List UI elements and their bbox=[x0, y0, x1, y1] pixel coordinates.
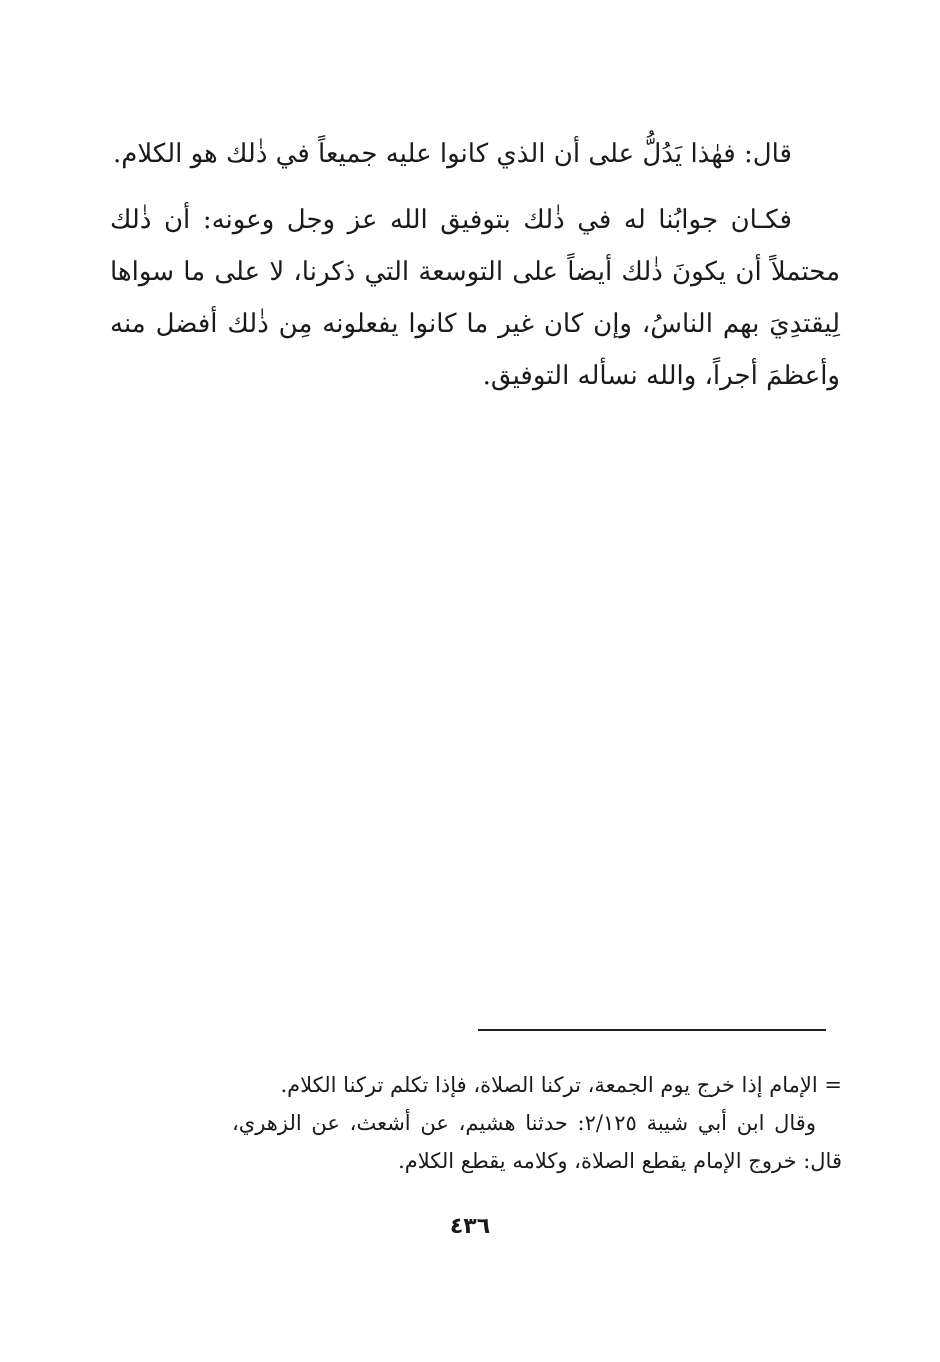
footnote-ibn-abi-shaybah: وقال ابن أبي شيبة ٢/١٢٥: حدثنا هشيم، عن أشعث، عن الزهري، قال: خروج الإمام يقطع الصلاة، وكلامه يقطع الكلام. bbox=[232, 1111, 842, 1173]
page-number: ٤٣٦ bbox=[449, 1214, 491, 1239]
footnote-continuation: = الإمام إذا خرج يوم الجمعة، تركنا الصلاة، فإذا تكلم تركنا الكلام. bbox=[280, 1073, 842, 1097]
paragraph-2: فكـان جوابُنا له في ذٰلك بتوفيق الله عز وجل وعونه: أن ذٰلك محتملاً أن يكونَ ذٰلك أيضاً على التوسعة التي ذكرنا، لا على ما سواها لِيقتدِيَ بهم الناسُ، وإن كان غير ما كانوا يفعلونه مِن ذٰلك أفضل منه وأعظمَ أجراً، والله نسأله التوفيق. bbox=[110, 205, 840, 391]
paragraph-1: قال: فهٰذا يَدُلُّ على أن الذي كانوا عليه جميعاً في ذٰلك هو الكلام. bbox=[112, 139, 792, 169]
footnote-separator bbox=[478, 1029, 826, 1031]
footnotes bbox=[232, 1066, 842, 1180]
main-text bbox=[110, 128, 840, 402]
